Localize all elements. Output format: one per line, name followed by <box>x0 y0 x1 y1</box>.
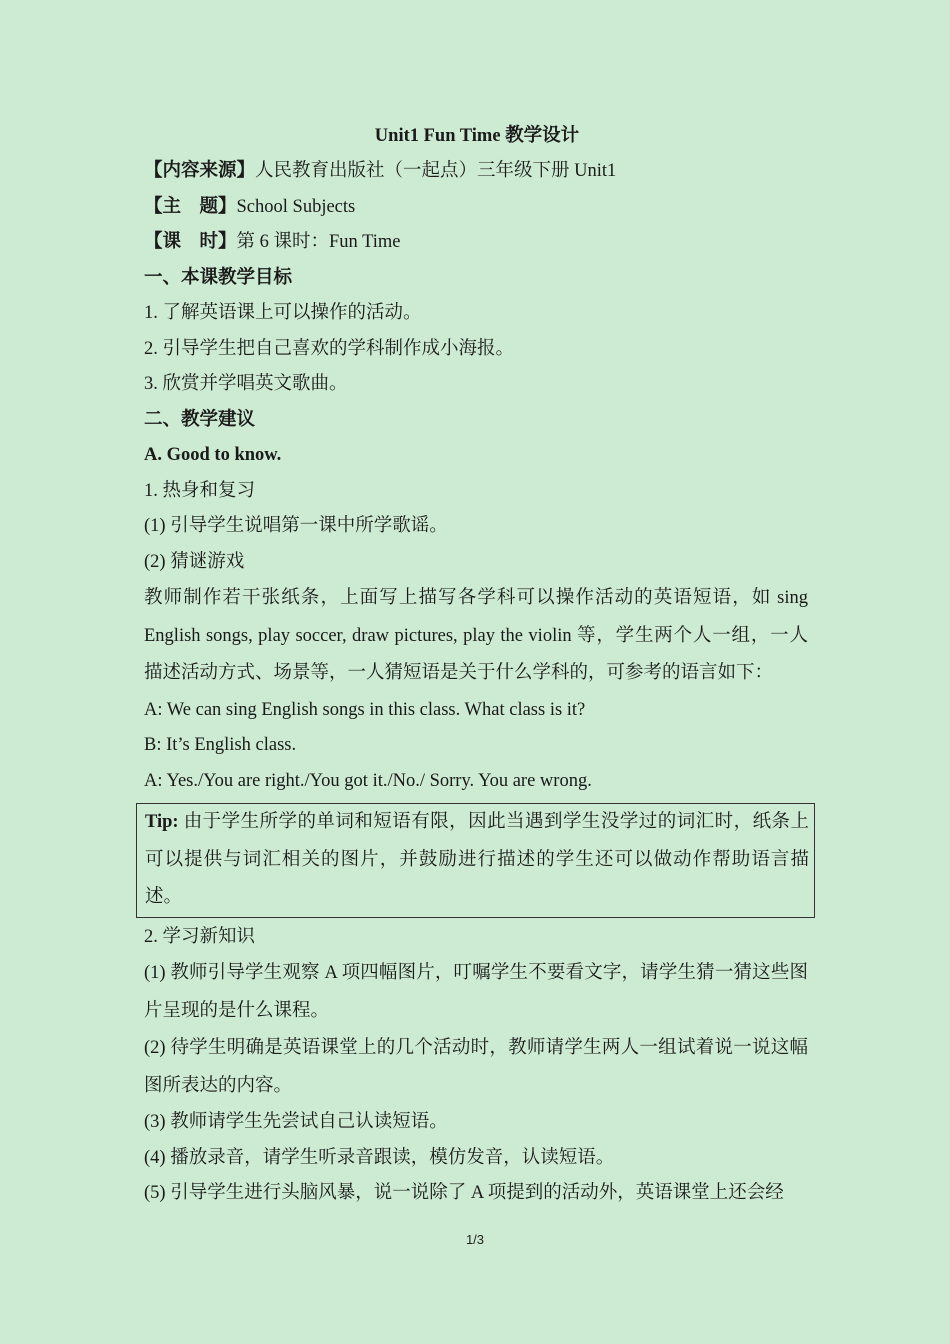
dialog-line: B: It’s English class. <box>144 735 297 755</box>
source-label: 【内容来源】 <box>144 161 256 181</box>
step1-heading: 1. 热身和复习 <box>144 480 256 501</box>
period-value: 第 6 课时：Fun Time <box>236 232 401 252</box>
tip-text: 由于学生所学的单词和短语有限，因此当遇到学生没学过的词汇时，纸条上可以提供与词汇相关的图片，并鼓励进行描述的学生还可以做动作帮助语言描述。 <box>145 812 809 907</box>
step1-item: (2) 猜谜游戏 <box>144 551 245 572</box>
step1-item: (1) 引导学生说唱第一课中所学歌谣。 <box>144 516 448 536</box>
source-value: 人民教育出版社（一起点）三年级下册 Unit1 <box>255 161 617 181</box>
step2-item: (5) 引导学生进行头脑风暴，说一说除了 A 项提到的活动外，英语课堂上还会经 <box>144 1183 784 1203</box>
step2-item: (3) 教师请学生先尝试自己认读短语。 <box>144 1112 448 1132</box>
step2-heading: 2. 学习新知识 <box>144 926 256 947</box>
objective-item: 2. 引导学生把自己喜欢的学科制作成小海报。 <box>144 338 515 359</box>
topic-label: 【主 题】 <box>144 196 237 217</box>
tip-box <box>136 803 815 918</box>
period-label: 【课 时】 <box>144 232 237 252</box>
document-title: Unit1 Fun Time 教学设计 <box>374 126 580 146</box>
source-line <box>144 154 808 190</box>
topic-value: School Subjects <box>236 196 356 217</box>
document-page <box>144 118 808 1212</box>
period-line <box>144 225 808 261</box>
dialog-line: A: Yes./You are right./You got it./No./ Sorry. You are wrong. <box>144 770 592 791</box>
section1-heading: 一、本课教学目标 <box>144 267 293 288</box>
game-description: 教师制作若干张纸条，上面写上描写各学科可以操作活动的英语短语，如 sing English songs, play soccer, draw pictures, play the violin 等，学生两个人一组，一人描述活动方式、场景等，一人猜短语是关于什么学科的，可参考的语言如下： <box>144 588 808 683</box>
step2-item: (2) 待学生明确是英语课堂上的几个活动时，教师请学生两人一组试着说一说这幅图所表达的内容。 <box>144 1038 808 1096</box>
tip-paragraph <box>145 804 809 917</box>
step2-item: (4) 播放录音，请学生听录音跟读，模仿发音，认读短语。 <box>144 1147 615 1168</box>
topic-line <box>144 190 808 226</box>
section2-heading: 二、教学建议 <box>144 409 256 430</box>
objective-item: 1. 了解英语课上可以操作的活动。 <box>144 303 422 323</box>
objective-item: 3. 欣赏并学唱英文歌曲。 <box>144 374 348 394</box>
subsection-a-heading: A. Good to know. <box>144 445 282 465</box>
tip-label: Tip: <box>145 812 179 832</box>
step2-item: (1) 教师引导学生观察 A 项四幅图片，叮嘱学生不要看文字，请学生猜一猜这些图片呈现的是什么课程。 <box>144 963 808 1021</box>
dialog-line: A: We can sing English songs in this class. What class is it? <box>144 699 586 720</box>
page-number: 1/3 <box>465 1232 485 1247</box>
